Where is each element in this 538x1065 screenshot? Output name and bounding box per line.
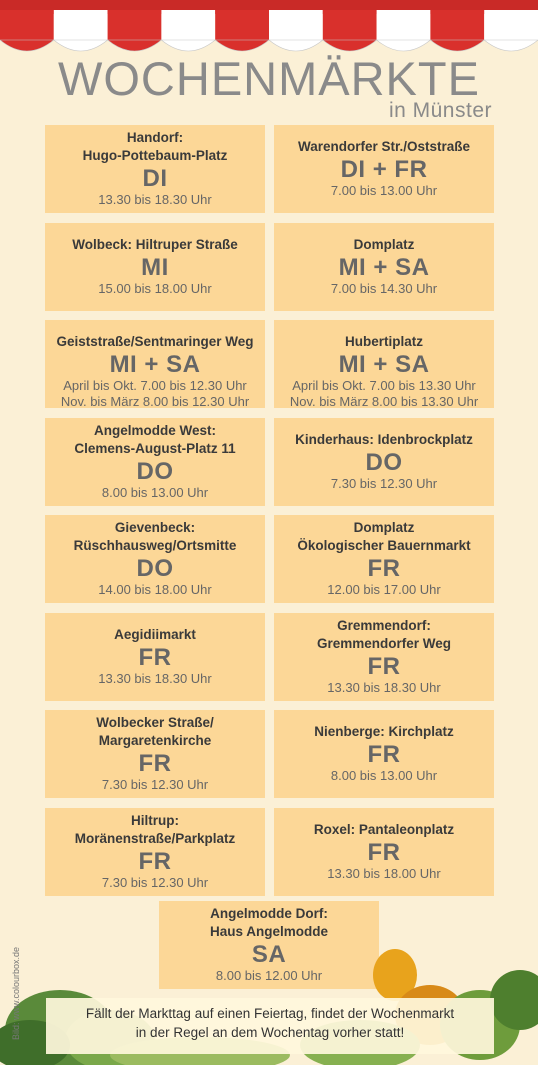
market-hours: 13.30 bis 18.00 Uhr [327, 865, 441, 881]
market-hours: 8.00 bis 12.00 Uhr [215, 968, 323, 983]
market-day: SA [251, 941, 287, 968]
market-hours: 7.30 bis 12.30 Uhr [330, 475, 438, 491]
market-hours: 8.00 bis 13.00 Uhr [101, 484, 209, 500]
market-location: Kinderhaus: Idenbrockplatz [295, 431, 473, 447]
market-location: Angelmodde West: Clemens-August-Platz 11 [74, 422, 236, 456]
market-card [274, 125, 494, 213]
market-hours: 14.00 bis 18.00 Uhr [98, 582, 212, 597]
market-location: Roxel: Pantaleonplatz [313, 821, 455, 837]
market-location: Handorf: Hugo-Pottebaum-Platz [82, 130, 228, 163]
market-hours: April bis Okt. 7.00 bis 13.30 Uhr Nov. bis März 8.00 bis 13.30 Uhr [289, 378, 479, 409]
page-title: WOCHENMÄRKTE [58, 52, 480, 105]
market-hours: 15.00 bis 18.00 Uhr [98, 280, 212, 296]
market-hours: 13.30 bis 18.30 Uhr [327, 679, 441, 695]
market-day: FR [367, 555, 401, 582]
market-hours: 7.00 bis 13.00 Uhr [330, 183, 438, 198]
page-subtitle: in Münster [388, 99, 492, 122]
market-day: DO [136, 555, 174, 582]
market-card [274, 808, 494, 896]
market-location: Hiltrup: Moränenstraße/Parkplatz [74, 812, 236, 846]
notice-line-1: Fällt der Markttag auf einen Feiertag, findet der Wochenmarkt [85, 1006, 455, 1021]
market-card [274, 320, 494, 408]
market-day: DO [365, 448, 403, 476]
holiday-notice [46, 998, 494, 1054]
market-card [274, 515, 494, 603]
market-day: FR [138, 643, 172, 671]
market-awning [0, 0, 538, 60]
market-day: MI + SA [338, 351, 430, 378]
market-card [45, 515, 265, 603]
market-card [274, 223, 494, 311]
market-location: Domplatz Ökologischer Bauernmarkt [297, 520, 471, 553]
market-day: FR [367, 838, 401, 866]
market-hours: 13.30 bis 18.30 Uhr [98, 192, 212, 207]
market-day: FR [138, 750, 172, 777]
market-card [274, 613, 494, 701]
market-day: MI + SA [109, 351, 201, 378]
market-hours: 13.30 bis 18.30 Uhr [98, 670, 212, 686]
image-credit: Bild: www.colourbox.de [11, 946, 21, 1040]
market-location: Geiststraße/Sentmaringer Weg [56, 334, 254, 349]
market-hours: 7.00 bis 14.30 Uhr [330, 280, 438, 296]
market-hours: 7.30 bis 12.30 Uhr [101, 777, 209, 792]
market-location: Gremmendorf: Gremmendorfer Weg [316, 617, 452, 651]
market-location: Angelmodde Dorf: Haus Angelmodde [209, 906, 328, 939]
notice-line-2: in der Regel an dem Wochentag vorher statt! [135, 1025, 405, 1040]
market-card [45, 223, 265, 311]
market-card [274, 418, 494, 506]
market-location: Aegidiimarkt [114, 626, 196, 642]
market-day: FR [367, 741, 401, 768]
market-location: Gievenbeck: Rüschhausweg/Ortsmitte [73, 520, 237, 553]
market-card [274, 710, 494, 798]
market-location: Wolbecker Straße/ Margaretenkirche [96, 715, 214, 748]
market-hours: 7.30 bis 12.30 Uhr [101, 874, 209, 890]
market-card [45, 320, 265, 408]
market-card [45, 125, 265, 213]
market-location: Nienberge: Kirchplatz [314, 724, 454, 739]
market-day: MI [141, 253, 169, 281]
market-hours: 8.00 bis 13.00 Uhr [330, 768, 438, 783]
market-card [45, 418, 265, 506]
market-day: FR [367, 652, 401, 680]
market-location: Warendorfer Str./Oststraße [297, 139, 471, 154]
market-hours: April bis Okt. 7.00 bis 12.30 Uhr Nov. bis März 8.00 bis 12.30 Uhr [60, 378, 250, 409]
market-day: FR [138, 847, 172, 875]
market-location: Hubertiplatz [344, 334, 423, 349]
market-card [45, 808, 265, 896]
market-day: DI + FR [340, 156, 428, 183]
market-day: MI + SA [338, 253, 430, 281]
market-location: Wolbeck: Hiltruper Straße [72, 236, 238, 252]
market-location: Domplatz [353, 236, 415, 252]
market-day: DO [136, 457, 174, 485]
market-day: DI [142, 165, 168, 192]
market-card [45, 613, 265, 701]
market-card [45, 710, 265, 798]
market-hours: 12.00 bis 17.00 Uhr [327, 582, 441, 597]
